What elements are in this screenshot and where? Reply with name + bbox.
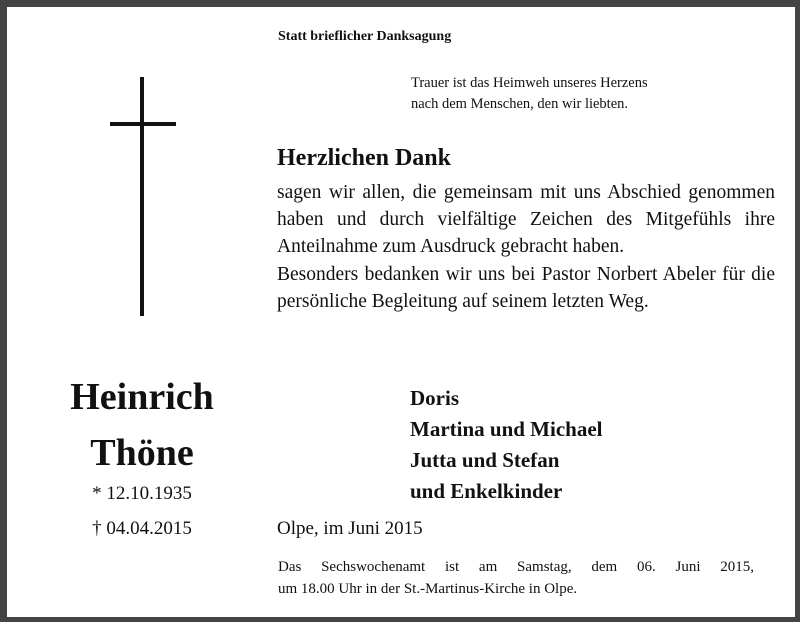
notice-line-2: um 18.00 Uhr in der St.-Martinus-Kirche in Olpe. [278,581,578,597]
signer: Martina und Michael [410,417,603,441]
deceased-first-name: Heinrich [70,376,214,418]
signer: und Enkelkinder [410,479,563,503]
death-date: † 04.04.2015 [92,518,192,539]
thanks-title: Herzlichen Dank [277,145,451,171]
birth-date: * 12.10.1935 [92,483,192,504]
motto-quote [411,73,648,115]
cross-horizontal-bar [110,122,176,126]
thanks-body [277,179,775,315]
motto-line-1: Trauer ist das Heimweh unseres Herzens [411,75,648,91]
body-paragraph-2: Besonders bedanken wir uns bei Pastor Norbert Abeler für die persönliche Begleitung auf seinem letzten Weg. [277,263,775,312]
mass-notice [278,556,754,600]
signers-list [410,383,603,507]
place-date: Olpe, im Juni 2015 [277,518,423,539]
motto-line-2: nach dem Menschen, den wir liebten. [411,96,629,112]
notice-line-1: Das Sechswochenamt ist am Samstag, dem 06. Juni 2015, [278,559,754,575]
signer: Jutta und Stefan [410,448,560,472]
cross-vertical-bar [140,77,144,316]
body-paragraph-1: sagen wir allen, die gemeinsam mit uns Abschied genommen haben und durch vielfältige Zeichen des Mitgefühls ihre Anteilnahme zum Ausdruck gebracht haben. [277,182,775,258]
signer: Doris [410,386,459,410]
deceased-last-name: Thöne [90,432,194,474]
card-header: Statt brieflicher Danksagung [278,29,452,44]
